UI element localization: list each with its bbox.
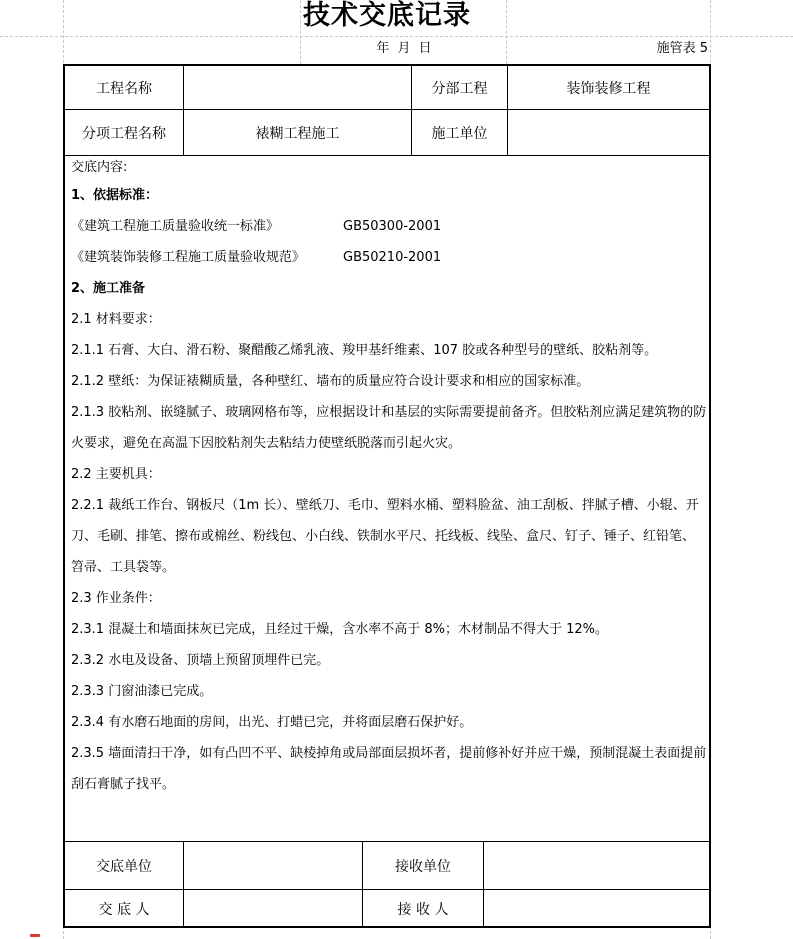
- standard-code: GB50210-2001: [343, 250, 442, 265]
- selection-marker: [30, 934, 40, 937]
- standard-code: GB50300-2001: [343, 219, 442, 234]
- paragraph: 2.1 材料要求：: [71, 312, 161, 327]
- record-table: [63, 64, 711, 928]
- handover-person-label: 交 底 人: [98, 902, 150, 918]
- paragraph: 2.3.5 墙面清扫干净，如有凸凹不平、缺棱掉角或局部面层损坏者，提前修补好并应干燥，预制混凝土表面提前刮石膏腻子找平。: [71, 746, 707, 792]
- project-name-value[interactable]: [184, 66, 411, 109]
- paragraph: 2.3.1 混凝土和墙面抹灰已完成，且经过干燥，含水率不高于 8%；木材制品不得大于 12%。: [71, 622, 608, 637]
- paragraph: 2.3.3 门窗油漆已完成。: [71, 684, 213, 699]
- paragraph: 2.1.2 壁纸：为保证裱糊质量，各种壁红、墙布的质量应符合设计要求和相应的国家标准。: [71, 374, 590, 389]
- receiver-unit-value[interactable]: [484, 842, 709, 889]
- paragraph: 2.2 主要机具：: [71, 467, 161, 482]
- paragraph: 2.2.1 裁纸工作台、钢板尺（1m 长）、壁纸刀、毛巾、塑料水桶、塑料脸盆、油工刮板、拌腻子槽、小辊、开刀、毛刷、排笔、擦布或棉丝、粉线包、小白线、铁制水平尺、托线板、线坠、盒尺、钉子、锤子、红铅笔、笤帚、工具袋等。: [71, 498, 699, 575]
- contractor-label: 施工单位: [431, 125, 488, 142]
- date-field: 年 月 日: [376, 41, 434, 56]
- handover-unit-value[interactable]: [184, 842, 362, 889]
- standard-row: [71, 242, 707, 273]
- form-number: 施管表 5: [656, 41, 708, 56]
- paragraph: 2.3 作业条件：: [71, 591, 161, 606]
- handover-unit-label: 交底单位: [96, 858, 152, 875]
- section-title: 2、施工准备: [71, 281, 146, 296]
- standard-name: 《建筑工程施工质量验收统一标准》: [71, 219, 280, 234]
- grid-line: [0, 36, 793, 37]
- division-value[interactable]: 装饰装修工程: [566, 80, 651, 97]
- paragraph: 2.1.3 胶粘剂、嵌缝腻子、玻璃网格布等，应根据设计和基层的实际需要提前备齐。但胶粘剂应满足建筑物的防火要求，避免在高温下因胶粘剂失去粘结力使壁纸脱落而引起火灾。: [71, 405, 707, 451]
- standard-name: 《建筑装饰装修工程施工质量验收规范》: [71, 250, 306, 265]
- standard-row: [71, 211, 707, 242]
- project-name-label: 工程名称: [96, 80, 152, 97]
- handover-person-value[interactable]: [184, 890, 362, 928]
- subitem-label: 分项工程名称: [82, 125, 166, 142]
- content-heading: 交底内容:: [71, 160, 128, 175]
- paragraph: 2.1.1 石膏、大白、滑石粉、聚醋酸乙烯乳液、羧甲基纤维素、107 胶或各种型号的壁纸、胶粘剂等。: [71, 343, 658, 358]
- paragraph: 2.3.2 水电及设备、顶墙上预留顶埋件已完。: [71, 653, 330, 668]
- receiver-person-value[interactable]: [484, 890, 709, 928]
- subitem-value[interactable]: 裱糊工程施工: [255, 125, 340, 142]
- contractor-value[interactable]: [508, 110, 709, 155]
- division-label: 分部工程: [431, 80, 488, 97]
- receiver-person-label: 接 收 人: [397, 902, 449, 918]
- receiver-unit-label: 接收单位: [395, 858, 451, 875]
- document-title: 技术交底记录: [303, 0, 471, 31]
- handover-content: [71, 156, 707, 800]
- paragraph: 2.3.4 有水磨石地面的房间，出光、打蜡已完，并将面层磨石保护好。: [71, 715, 473, 730]
- section-title: 1、依据标准：: [71, 188, 159, 203]
